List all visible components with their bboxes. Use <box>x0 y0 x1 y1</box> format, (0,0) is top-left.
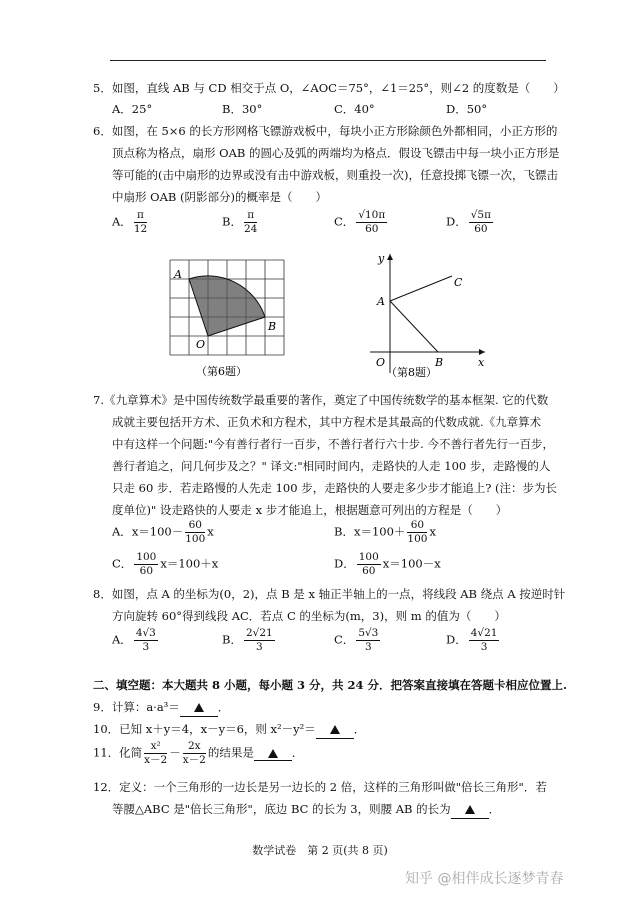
q8-option-d <box>446 627 501 654</box>
q7-line: 善行者追之，问几何步及之？" 译文:"相同时间内，走路快的人走 100 步，走路慢的人 <box>112 459 551 473</box>
segment-ac <box>390 276 452 301</box>
label-x: x <box>478 356 485 369</box>
q7-line: 成就主要包括开方术、正负术和方程术，其中方程术是其最高的代数成就.《九章算术 <box>112 415 542 429</box>
q9-text: 9．计算：a·a³＝ <box>93 700 180 714</box>
option-letter: A． <box>112 632 132 647</box>
denominator: 60 <box>362 565 376 577</box>
sector-oab <box>189 276 265 336</box>
numerator: π <box>244 209 257 223</box>
section-heading: 二、填空题：本大题共 8 小题，每小题 3 分，共 24 分．把答案直接填在答题卡相应位置上. <box>93 678 568 692</box>
option-letter: B． <box>334 524 354 539</box>
watermark: 知乎 @相伴成长逐梦青春 <box>405 871 564 887</box>
q7-line: 只走 60 步．若走路慢的人先走 100 步，走路快的人要走多少步才能追上? (注：步为长 <box>112 481 558 495</box>
answer-blank <box>316 720 354 739</box>
numerator: 60 <box>407 519 427 533</box>
q8-option-c <box>334 627 382 654</box>
triangle-marker-icon <box>465 805 475 814</box>
q8-option-b <box>222 627 277 654</box>
answer-blank <box>254 746 292 761</box>
q6-option-b <box>222 209 259 236</box>
numerator: √5π <box>470 209 492 221</box>
q6-line: 6．如图，在 5×6 的长方形网格飞镖游戏板中，每块小正方形除颜色外都相同，小正方形的 <box>93 124 558 138</box>
q7-option-b <box>334 519 436 546</box>
segment-ab <box>390 301 438 352</box>
q10: 10．已知 x＋y＝4，x－y＝6，则 x²－y²＝ ． <box>93 720 365 739</box>
q11: 11．化简 $\frac{\text{x²}}{x-2}$ － $\frac{2x}{x-2}$ 的结果是 ． <box>93 740 304 766</box>
q8-option-a <box>112 627 160 654</box>
q8-line: 8．如图，点 A 的坐标为(0，2)，点 B 是 x 轴正半轴上的一点，将线段 AB 绕点 A 按逆时针 <box>93 587 566 601</box>
q10-text: 10．已知 x＋y＝4，x－y＝6，则 x²－y²＝ <box>93 722 316 736</box>
label-a: A <box>174 268 182 281</box>
denominator: x－2 <box>182 754 206 766</box>
numerator: 5√3 <box>358 627 379 639</box>
q7-line: 7.《九章算术》是中国传统数学最重要的著作，奠定了中国传统数学的基本框架. 它的代数 <box>93 393 549 407</box>
numerator: 2x <box>183 740 206 754</box>
numerator: 4√21 <box>470 627 498 639</box>
denominator: 60 <box>139 565 154 577</box>
denominator: 100 <box>185 533 206 545</box>
q12-line-2: 等腰△ABC 是"倍长三角形"，底边 BC 的长为 3，则腰 AB 的长为 ． <box>112 800 500 819</box>
q5-option-b: B．30° <box>222 102 263 116</box>
figure-6-caption: （第6题） <box>196 365 247 378</box>
numerator: 100 <box>136 551 157 563</box>
q5-option-c: C．40° <box>334 102 375 116</box>
option-letter: B． <box>222 632 242 647</box>
q5-option-a: A．25° <box>112 102 153 116</box>
option-letter: D． <box>334 556 355 571</box>
option-letter: C． <box>334 632 355 647</box>
figure-8 <box>360 248 495 380</box>
expr-pre: x＝100－ <box>131 524 184 539</box>
numerator: π <box>134 209 147 223</box>
q7-line: 度单位)" 设走路快的人要走 x 步才能追上，根据题意可列出的方程是（ ） <box>112 503 508 517</box>
q7-option-a <box>112 519 214 546</box>
numerator: x² <box>144 740 167 754</box>
q8-line: 方向旋转 60°得到线段 AC．若点 C 的坐标为(m，3)，则 m 的值为（ ） <box>112 609 506 623</box>
triangle-marker-icon <box>268 749 278 758</box>
q5-option-d: D．50° <box>446 102 488 116</box>
denominator: 60 <box>474 223 488 235</box>
numerator: 2√21 <box>245 627 273 639</box>
denominator: 100 <box>407 533 428 545</box>
label-b: B <box>435 356 444 369</box>
page-footer: 数学试卷 第 2 页(共 8 页) <box>252 844 388 857</box>
option-letter: D． <box>446 632 467 647</box>
denominator: 3 <box>255 641 263 653</box>
q7-line: 中有这样一个问题:"今有善行者行一百步，不善行者行六十步. 今不善行者先行一百步， <box>112 437 554 451</box>
expr-post: x＝100－x <box>382 556 441 571</box>
q6-option-d <box>446 209 495 236</box>
option-letter: D． <box>446 214 467 229</box>
denominator: 3 <box>365 641 372 653</box>
numerator: √10π <box>358 209 386 221</box>
expr-post: x <box>207 524 214 539</box>
q12-text: 等腰△ABC 是"倍长三角形"，底边 BC 的长为 3，则腰 AB 的长为 <box>112 802 451 816</box>
triangle-marker-icon <box>194 703 204 712</box>
q6-line: 中扇形 OAB (阴影部分)的概率是（ ） <box>112 190 327 204</box>
label-a: A <box>377 295 385 308</box>
denominator: 3 <box>480 641 488 653</box>
q6-line: 顶点称为格点，扇形 OAB 的圆心及弧的两端均为格点．假设飞镖击中每一块小正方形是 <box>112 146 560 160</box>
numerator: 60 <box>185 519 205 533</box>
expr-post: x＝100＋x <box>160 556 219 571</box>
denominator: 12 <box>133 223 148 235</box>
minus-sign: － <box>169 745 181 760</box>
q7-option-d <box>334 551 441 578</box>
q6-line: 等可能的(击中扇形的边界或没有击中游戏板，则重投一次)，任意投掷飞镖一次，飞镖击 <box>112 168 558 182</box>
label-y: y <box>378 252 385 265</box>
option-letter: A． <box>112 214 132 229</box>
q11-post: 的结果是 <box>207 745 254 760</box>
figure-8-caption: （第8题） <box>386 366 437 379</box>
q9: 9．计算：a·a³＝ ． <box>93 698 229 717</box>
option-letter: C． <box>112 556 133 571</box>
option-letter: A． <box>112 524 132 539</box>
x-axis-arrow <box>479 349 485 355</box>
option-letter: C． <box>334 214 355 229</box>
label-c: C <box>454 276 463 289</box>
q7-option-c <box>112 551 218 578</box>
q5-stem: 5．如图，直线 AB 与 CD 相交于点 O，∠AOC＝75°，∠1＝25°，则∠2 的度数是（ ） <box>93 81 565 95</box>
label-o: O <box>376 356 386 369</box>
q12-line: 12．定义：一个三角形的一边长是另一边长的 2 倍，这样的三角形叫做"倍长三角形"．若 <box>93 780 547 794</box>
option-letter: B． <box>222 214 242 229</box>
q6-option-a <box>112 209 149 236</box>
y-axis-arrow <box>387 254 393 260</box>
numerator: 4√3 <box>135 627 156 639</box>
label-b: B <box>268 320 277 333</box>
q11-pre: 11．化简 <box>93 745 143 760</box>
denominator: 24 <box>243 223 258 235</box>
answer-blank <box>180 698 218 717</box>
numerator: 100 <box>358 551 379 563</box>
expr-post: x <box>429 524 436 539</box>
denominator: 60 <box>365 223 379 235</box>
figure-6 <box>160 255 290 380</box>
expr-pre: x＝100＋ <box>353 524 406 539</box>
header-rule <box>110 60 546 61</box>
answer-blank <box>451 800 489 819</box>
triangle-marker-icon <box>330 725 340 734</box>
label-o: O <box>196 338 206 351</box>
denominator: x－2 <box>144 754 168 766</box>
q6-option-c <box>334 209 389 236</box>
denominator: 3 <box>142 641 150 653</box>
